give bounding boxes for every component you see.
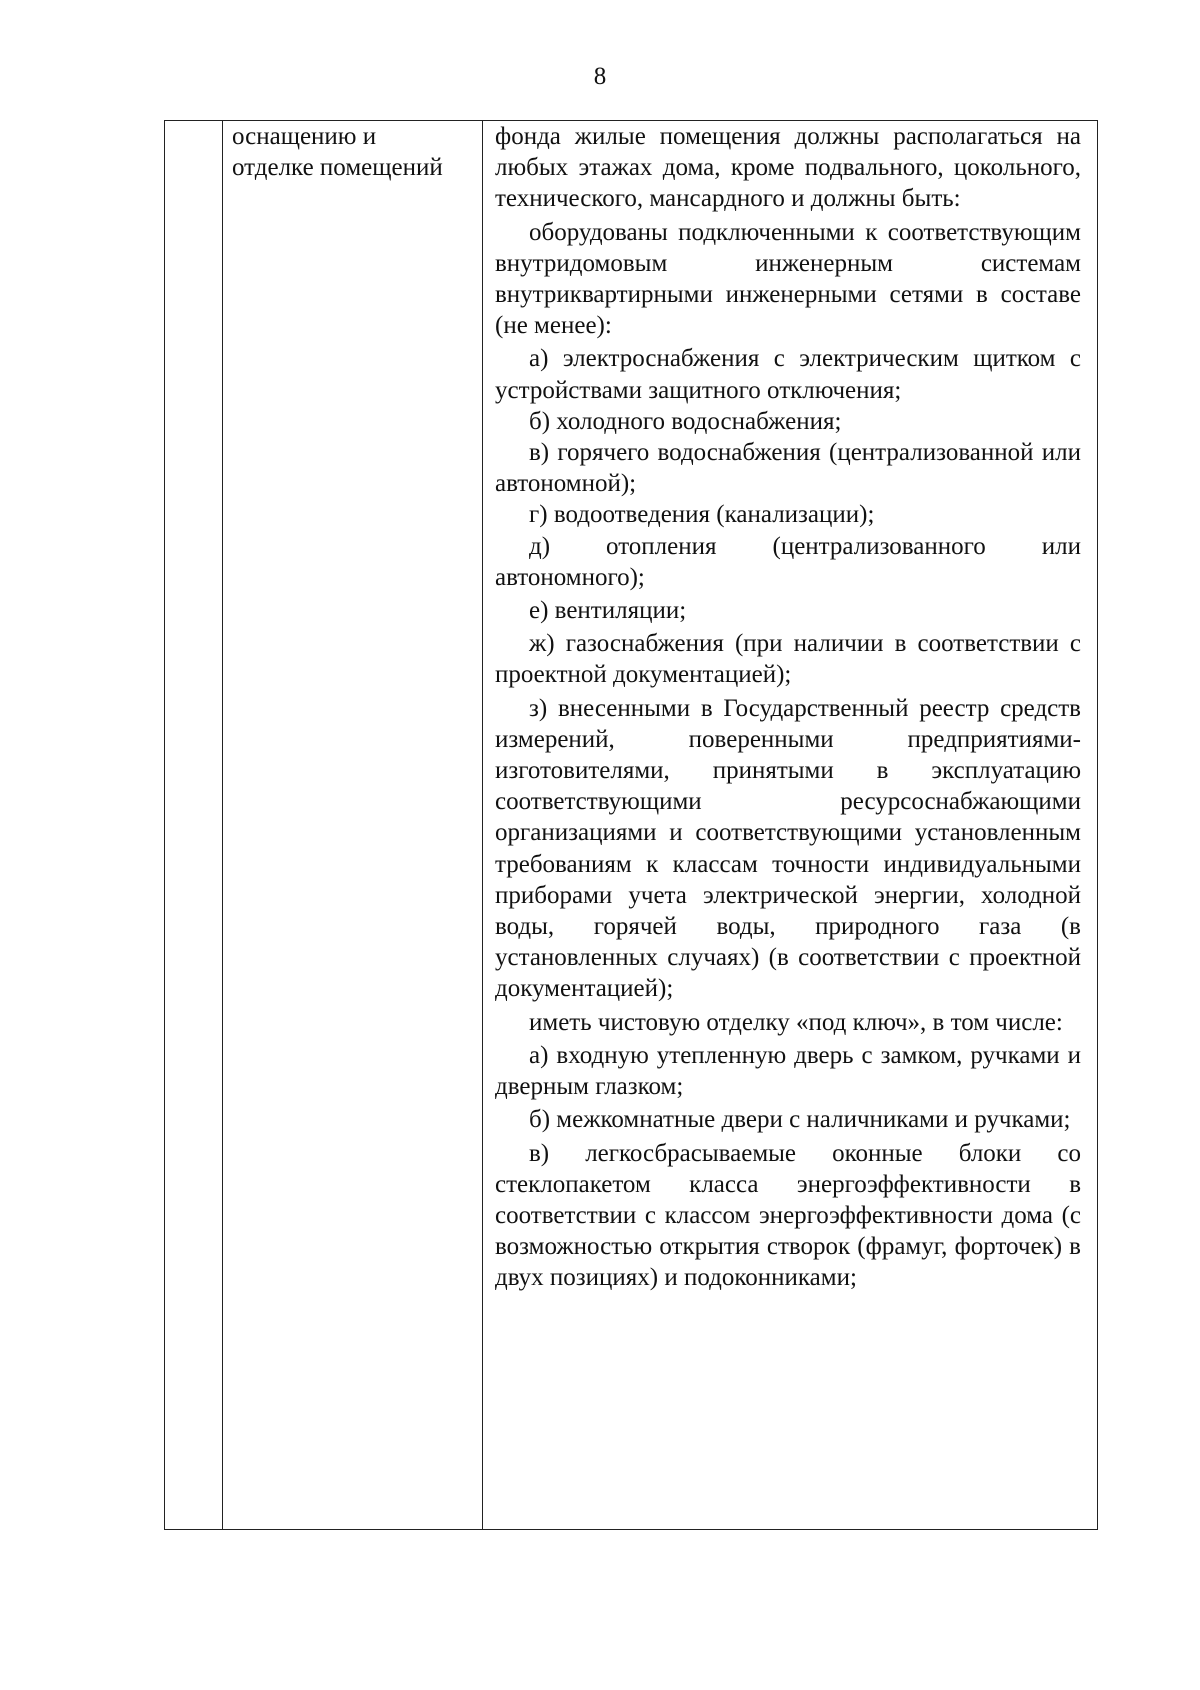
table-cell-requirement-text	[495, 121, 1081, 1294]
paragraph: фонда жилые помещения должны располагаться на любых этажах дома, кроме подвального, цокольного, технического, мансардного и должны быть:	[495, 123, 1081, 213]
list-item: б) межкомнатные двери с наличниками и ручками;	[529, 1106, 1071, 1134]
list-item: ж) газоснабжения (при наличии в соответствии с проектной документацией);	[495, 630, 1081, 689]
table-column-divider	[222, 121, 223, 1529]
list-item: е) вентиляции;	[529, 597, 687, 625]
paragraph: иметь чистовую отделку «под ключ», в том числе:	[529, 1008, 1063, 1036]
table-column-divider	[482, 121, 483, 1529]
requirements-table	[164, 120, 1098, 1530]
list-item: а) электроснабжения с электрическим щитком с устройствами защитного отключения;	[495, 345, 1081, 404]
table-cell-requirement-name	[232, 121, 478, 183]
page-number: 8	[593, 63, 607, 90]
list-item: а) входную утепленную дверь с замком, ручками и дверным глазком;	[495, 1041, 1081, 1101]
list-item: в) легкосбрасываемые оконные блоки со стеклопакетом класса энергоэффективности в соответствии с классом энергоэффективности дома (с возможностью открытия створок (фрамуг, форточек) в двух позициях) и подоконниками;	[495, 1139, 1081, 1292]
list-item: д) отопления (централизованного или автономного);	[495, 532, 1081, 591]
paragraph: оборудованы подключенными к соответствующим внутридомовым инженерным системам внутриквартирными инженерными сетями в составе (не менее):	[495, 218, 1081, 340]
list-item: б) холодного водоснабжения;	[529, 407, 842, 435]
cell-label-line: оснащению и	[232, 123, 377, 150]
list-item: з) внесенными в Государственный реестр средств измерений, поверенными предприятиями-изготовителями, принятыми в эксплуатацию соответствующими ресурсоснабжающими организациями и соответствующими установленным требованиям к классам точности индивидуальными приборами учета электрической энергии, холодной воды, горячей воды, природного газа (в установленных случаях) (в соответствии с проектной документацией);	[495, 694, 1081, 1003]
list-item: г) водоотведения (канализации);	[529, 501, 875, 529]
cell-label-line: отделке помещений	[232, 154, 443, 181]
list-item: в) горячего водоснабжения (централизованной или автономной);	[495, 439, 1081, 498]
